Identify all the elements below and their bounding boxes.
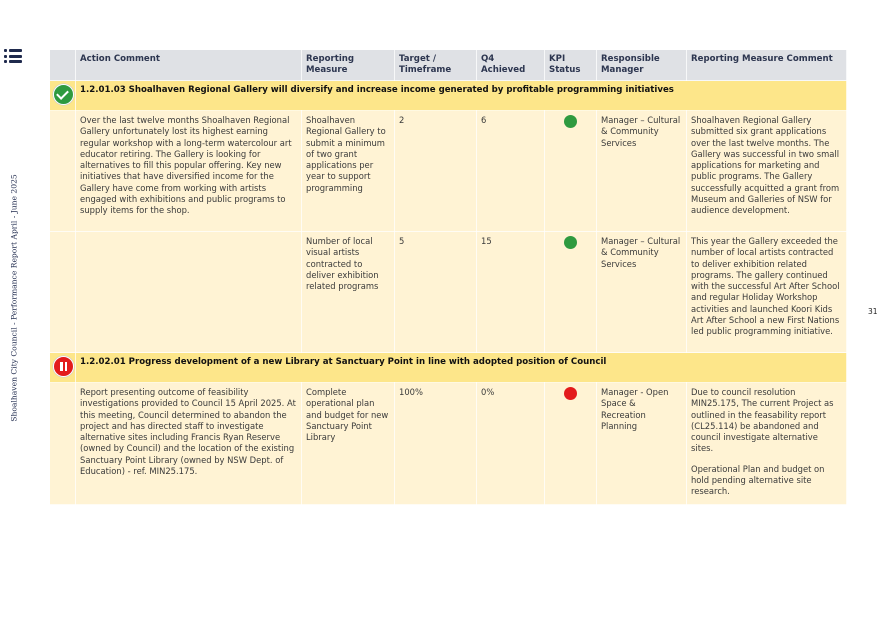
list-bar (9, 55, 22, 58)
reporting-measure-comment (687, 383, 847, 505)
reporting-measure: Complete operational plan and budget for new Sanctuary Point Library (302, 383, 395, 505)
list-dot (4, 49, 7, 52)
section-title: 1.2.01.03 Shoalhaven Regional Gallery will diversify and increase income generated by profitable programming initiatives (76, 81, 847, 111)
responsible-manager: Manager – Cultural & Community Services (597, 111, 687, 232)
section-status-cell (50, 81, 76, 111)
header-status-icon-col (50, 50, 76, 81)
target-value: 2 (395, 111, 477, 232)
row-icon-cell (50, 111, 76, 232)
row-icon-cell (50, 232, 76, 353)
kpi-status-cell (545, 232, 597, 353)
reporting-measure: Number of local visual artists contracted to deliver exhibition related programs (302, 232, 395, 353)
responsible-manager: Manager - Open Space & Recreation Planning (597, 383, 687, 505)
row-icon-cell (50, 383, 76, 505)
header-reporting-measure-comment: Reporting Measure Comment (687, 50, 847, 81)
kpi-status-dot-green (564, 236, 577, 249)
section-row (50, 81, 847, 111)
check-circle-icon (53, 84, 74, 105)
kpi-status-cell (545, 383, 597, 505)
target-value: 100% (395, 383, 477, 505)
header-kpi-status: KPI Status (545, 50, 597, 81)
target-value: 5 (395, 232, 477, 353)
comment-paragraph: Shoalhaven Regional Gallery submitted six grant applications over the last twelve months. The Gallery was successful in two small applications for marketing and public programs. The Gallery successfully acquitted a grant from Museum and Galleries of NSW for audience development. (691, 115, 840, 216)
comment-paragraph: This year the Gallery exceeded the number of local artists contracted to deliver exhibition related programs. The gallery continued with the successful Art After School and regular Holiday Workshop activities and launched Koori Kids Art After School a new First Nations led public programming initiative. (691, 236, 840, 337)
action-comment (76, 232, 302, 353)
reporting-measure-comment (687, 232, 847, 353)
table-row (50, 383, 847, 505)
header-reporting-measure: Reporting Measure (302, 50, 395, 81)
pause-circle-icon (53, 356, 74, 377)
performance-table (49, 49, 847, 505)
table-of-contents-icon[interactable] (4, 48, 22, 64)
list-dot (4, 60, 7, 63)
action-comment: Over the last twelve months Shoalhaven Regional Gallery unfortunately lost its highest earning regular workshop with a long-term watercolour art educator retiring. The Gallery is looking for alternatives to fill this popular offering. Key new initiatives that have diversified income for the Gallery have come from working with artists engaged with exhibitions and public programs to supply items for the shop. (76, 111, 302, 232)
header-action-comment: Action Comment (76, 50, 302, 81)
kpi-status-dot-red (564, 387, 577, 400)
action-comment: Report presenting outcome of feasibility investigations provided to Council 15 April 2025. At this meeting, Council determined to abandon the project and has directed staff to investigate alternative sites including Francis Ryan Reserve (owned by Council) and the location of the existing Sanctuary Point Library (owned by NSW Dept. of Education) - ref. MIN25.175. (76, 383, 302, 505)
achieved-value: 6 (477, 111, 545, 232)
list-bar (9, 49, 22, 52)
list-dot (4, 55, 7, 58)
section-title: 1.2.02.01 Progress development of a new Library at Sanctuary Point in line with adopted position of Council (76, 353, 847, 383)
comment-paragraph: Operational Plan and budget on hold pending alternative site research. (691, 463, 825, 497)
document-side-label: Shoalhaven City Council - Performance Report April - June 2025 (9, 174, 19, 422)
responsible-manager: Manager – Cultural & Community Services (597, 232, 687, 353)
achieved-value: 0% (477, 383, 545, 505)
kpi-status-cell (545, 111, 597, 232)
kpi-status-dot-green (564, 115, 577, 128)
section-row (50, 353, 847, 383)
table-row (50, 111, 847, 232)
table-header-row (50, 50, 847, 81)
section-status-cell (50, 353, 76, 383)
header-target-timeframe: Target / Timeframe (395, 50, 477, 81)
list-bar (9, 60, 22, 63)
table-row (50, 232, 847, 353)
header-q4-achieved: Q4 Achieved (477, 50, 545, 81)
achieved-value: 15 (477, 232, 545, 353)
reporting-measure: Shoalhaven Regional Gallery to submit a minimum of two grant applications per year to support programming (302, 111, 395, 232)
page-number: 31 (868, 307, 878, 316)
reporting-measure-comment (687, 111, 847, 232)
comment-paragraph: Due to council resolution MIN25.175, The current Project as outlined in the feasability report (CL25.114) be abandoned and council investigate alternative sites. (691, 387, 834, 454)
header-responsible-manager: Responsible Manager (597, 50, 687, 81)
